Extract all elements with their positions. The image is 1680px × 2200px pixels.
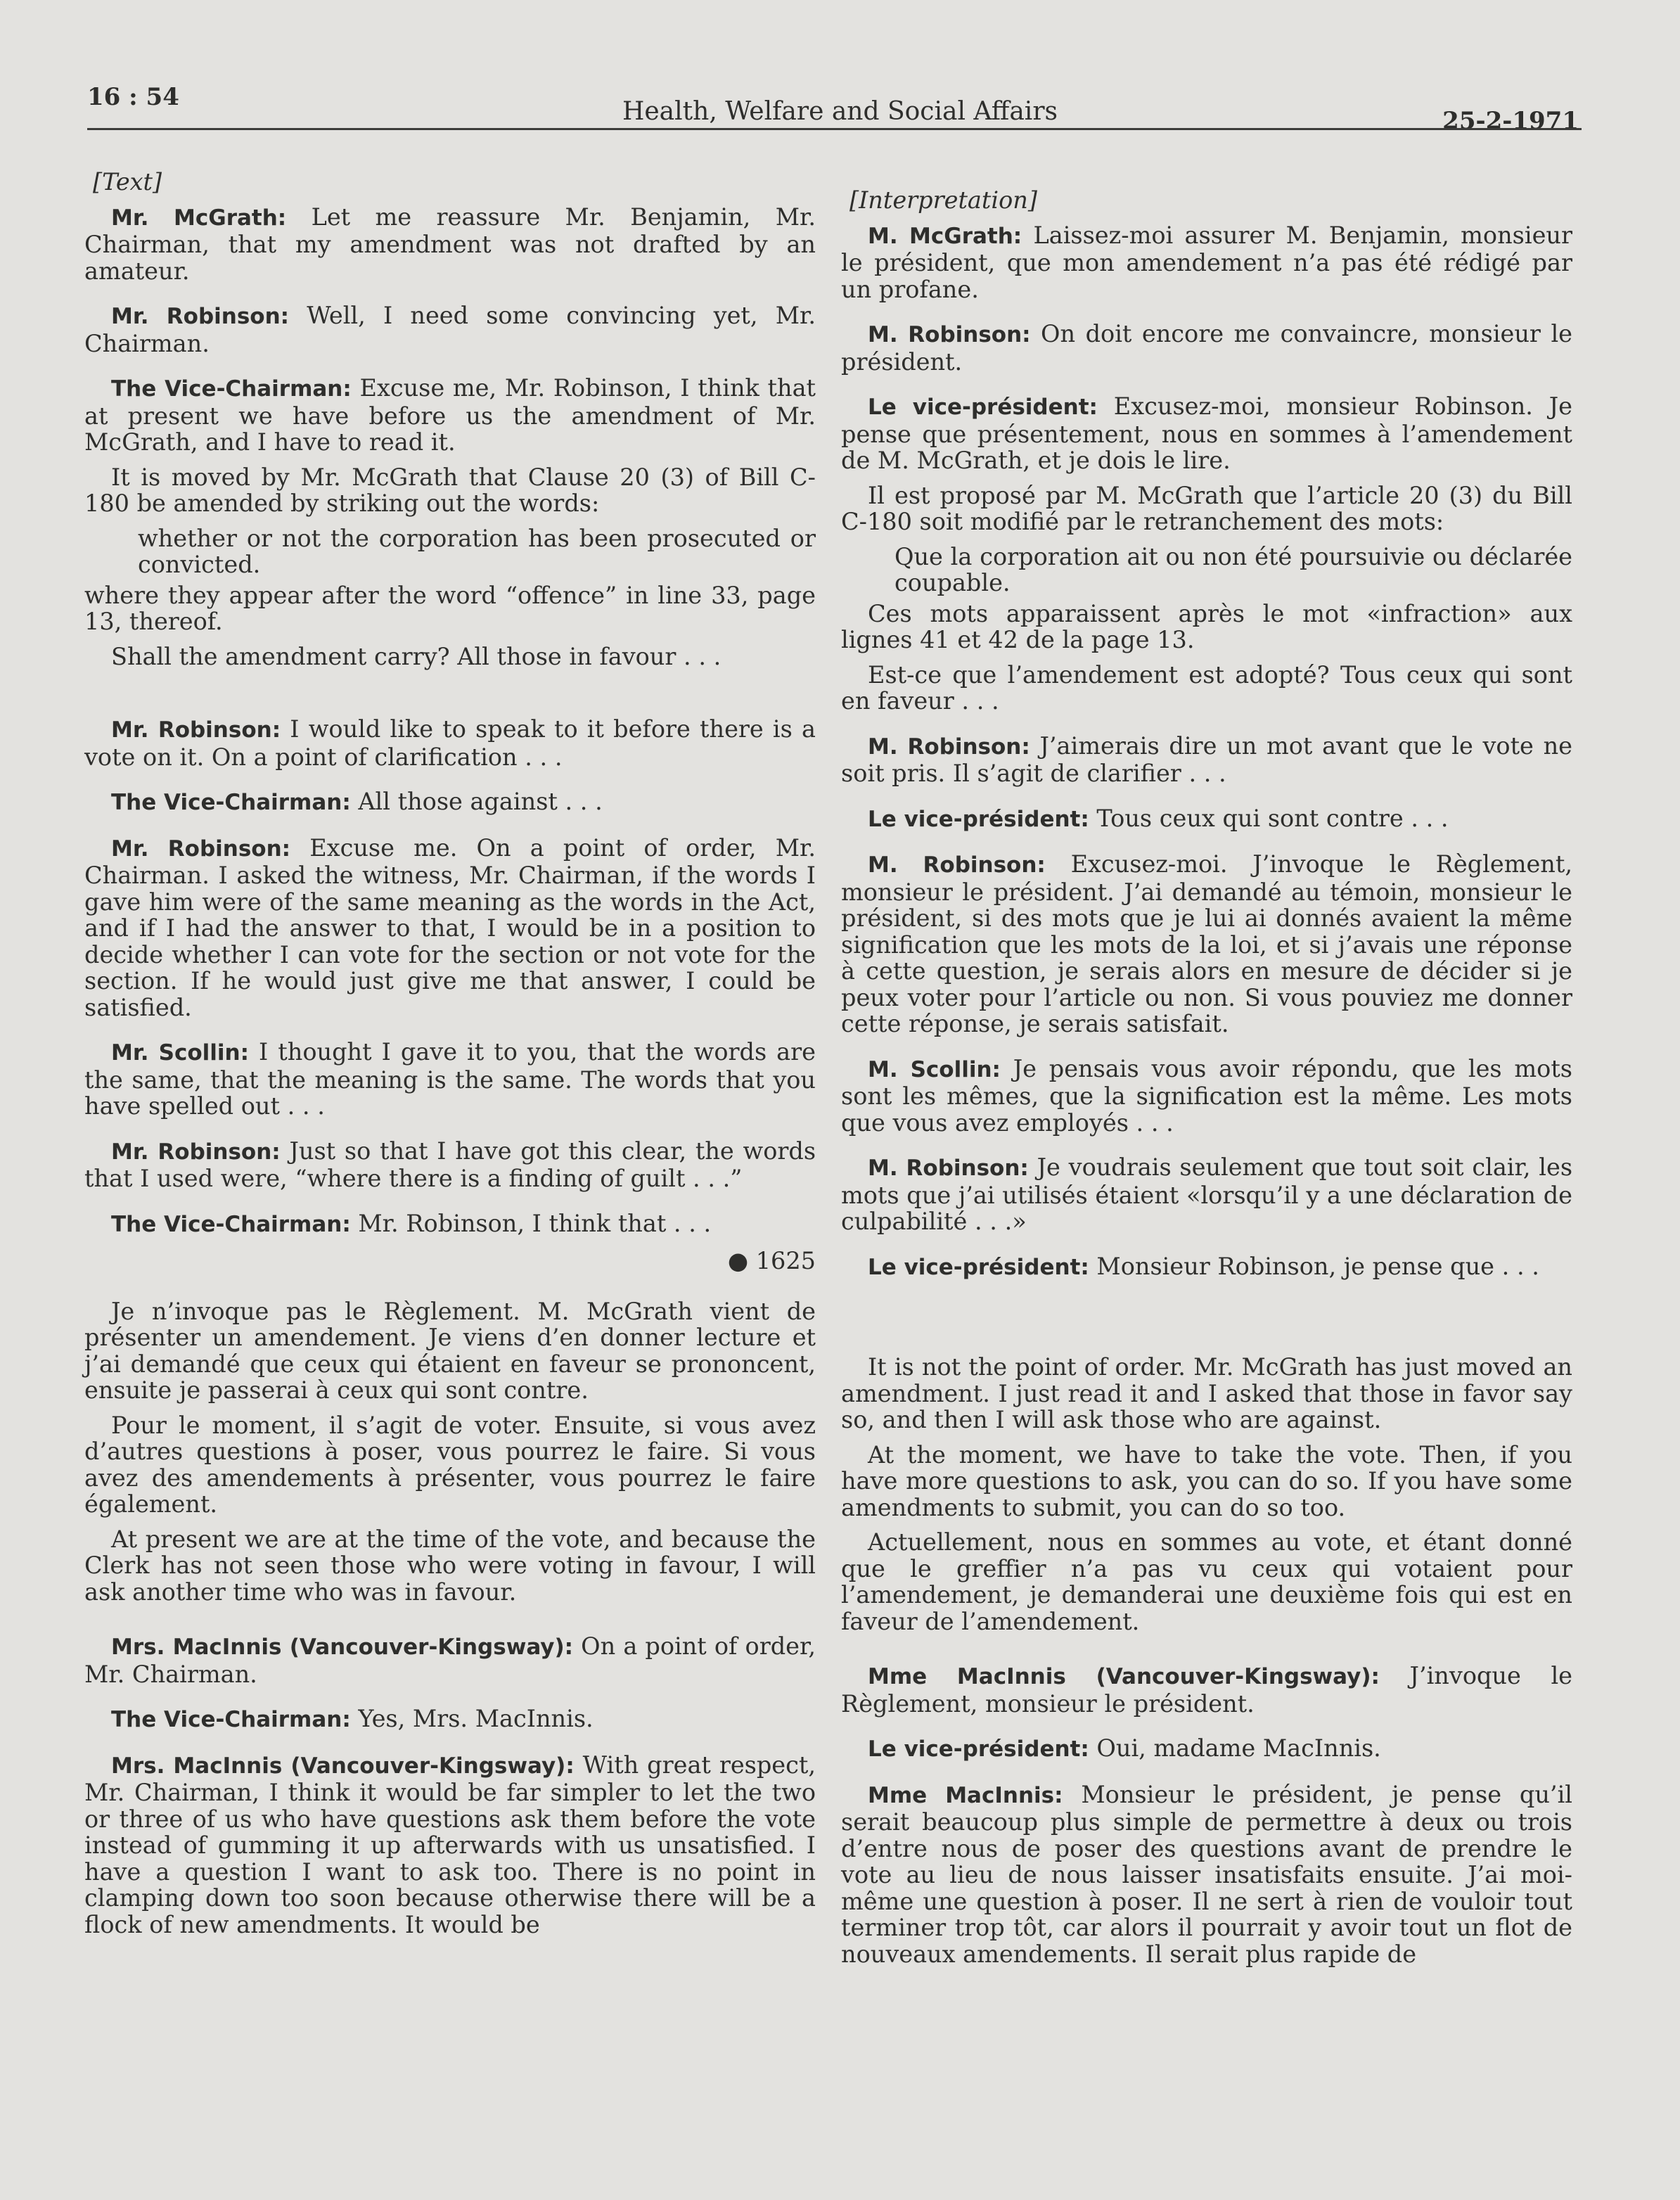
speech-text: Je pensais vous avoir répondu, que les mots sont les mêmes, que la signification est la même. Les mots que vous avez employés . . .	[841, 1054, 1572, 1137]
right-column	[841, 187, 1572, 1976]
speaker-name: M. McGrath:	[868, 223, 1022, 249]
paragraph	[84, 1210, 816, 1239]
speaker-name: Mr. Robinson:	[111, 1139, 281, 1165]
page-number: 16 : 54	[87, 83, 179, 111]
speech-text: Well, I need some convincing yet, Mr. Chairman.	[84, 302, 816, 357]
paragraph: Est-ce que l’amendement est adopté? Tous ceux qui sont en faveur . . .	[841, 660, 1572, 715]
paragraph	[84, 1633, 816, 1687]
speech-text: Excusez-moi, monsieur Robinson. Je pense que présentement, nous en sommes à l’amendement de M. McGrath, et je dois le lire.	[841, 392, 1572, 474]
speaker-name: The Vice-Chairman:	[111, 1707, 351, 1732]
speech-text: J’aimerais dire un mot avant que le vote ne soit pris. Il s’agit de clarifier . . .	[841, 731, 1572, 787]
speech-text: I thought I gave it to you, that the words are the same, that the meaning is the same. The words that you have spelled out . . .	[84, 1038, 816, 1120]
speech-text: Tous ceux qui sont contre . . .	[1089, 804, 1449, 832]
paragraph: It is moved by Mr. McGrath that Clause 20 (3) of Bill C-180 be amended by striking out the words:	[84, 463, 816, 517]
paragraph: Je n’invoque pas le Règlement. M. McGrath vient de présenter un amendement. Je viens d’en donner lecture et j’ai demandé que ceux qui étaient en faveur se prononcent, ensuite je passerai à ceux qui sont contre.	[84, 1297, 816, 1404]
section-label: [Text]	[93, 168, 162, 196]
paragraph	[841, 1056, 1572, 1137]
quoted-text: whether or not the corporation has been prosecuted or convicted.	[138, 524, 816, 578]
speaker-name: Mme MacInnis (Vancouver-Kingsway):	[868, 1664, 1380, 1689]
paragraph	[841, 805, 1572, 833]
speaker-name: Mr. Robinson:	[111, 836, 291, 862]
speaker-name: Mrs. MacInnis (Vancouver-Kingsway):	[111, 1635, 574, 1660]
section-label: [Interpretation]	[849, 186, 1037, 214]
speech-text: Let me reassure Mr. Benjamin, Mr. Chairman, that my amendment was not drafted by an amateur.	[84, 203, 816, 285]
speech-text: Laissez-moi assurer M. Benjamin, monsieur le président, que mon amendement n’a pas été rédigé par un profane.	[841, 221, 1572, 303]
paragraph	[84, 1039, 816, 1120]
paragraph: At the moment, we have to take the vote. Then, if you have more questions to ask, you can do so. If you have some amendments to submit, you can do so too.	[841, 1440, 1572, 1521]
paragraph	[841, 1154, 1572, 1235]
time-marker: ● 1625	[727, 1247, 816, 1274]
paragraph	[84, 1706, 816, 1734]
paragraph	[84, 716, 816, 770]
paragraph	[841, 222, 1572, 303]
speaker-name: Mr. McGrath:	[111, 205, 287, 231]
speech-text: Monsieur le président, je pense qu’il serait beaucoup plus simple de permettre à deux ou trois d’entre nous de poser des questions avant de prendre le vote au lieu de nous laisser insatisfaits ensuite. J’ai moi-même une question à poser. Il ne sert à rien de vouloir tout terminer trop tôt, car alors il pourrait y avoir tout un flot de nouveaux amendements. Il serait plus rapide de	[841, 1780, 1572, 1968]
speech-text: On doit encore me convaincre, monsieur le président.	[841, 320, 1572, 376]
paragraph	[84, 204, 816, 285]
paragraph	[841, 1663, 1572, 1717]
paragraph: It is not the point of order. Mr. McGrath has just moved an amendment. I just read it and I asked that those in favor say so, and then I will ask those who are against.	[841, 1353, 1572, 1433]
speaker-name: Mme MacInnis:	[868, 1782, 1063, 1808]
speaker-name: M. Robinson:	[868, 1156, 1029, 1181]
speaker-name: The Vice-Chairman:	[111, 790, 351, 815]
paragraph	[841, 321, 1572, 375]
speech-text: J’invoque le Règlement, monsieur le président.	[841, 1662, 1572, 1718]
speaker-name: Mr. Robinson:	[111, 304, 290, 329]
paragraph: Il est proposé par M. McGrath que l’article 20 (3) du Bill C-180 soit modifié par le retranchement des mots:	[841, 481, 1572, 535]
left-column	[84, 169, 816, 1946]
paragraph: Ces mots apparaissent après le mot «infraction» aux lignes 41 et 42 de la page 13.	[841, 599, 1572, 653]
speaker-name: Mrs. MacInnis (Vancouver-Kingsway):	[111, 1753, 575, 1779]
speaker-name: Le vice-président:	[868, 1254, 1089, 1280]
paragraph	[841, 1253, 1572, 1281]
speech-text: On a point of order, Mr. Chairman.	[84, 1632, 816, 1688]
speaker-name: M. Robinson:	[868, 322, 1031, 347]
speech-text: I would like to speak to it before there is a vote on it. On a point of clarification . . .	[84, 715, 816, 771]
speaker-name: Le vice-président:	[868, 395, 1098, 420]
speech-text: Excuse me, Mr. Robinson, I think that at present we have before us the amendment of Mr. McGrath, and I have to read it.	[84, 374, 816, 456]
speaker-name: Mr. Robinson:	[111, 717, 281, 743]
speaker-name: Mr. Scollin:	[111, 1040, 250, 1066]
speech-text: Oui, madame MacInnis.	[1089, 1734, 1381, 1762]
speaker-name: M. Robinson:	[868, 734, 1030, 760]
paragraph	[84, 1138, 816, 1192]
speaker-name: The Vice-Chairman:	[111, 376, 352, 402]
speaker-name: M. Scollin:	[868, 1056, 1001, 1082]
header-rule	[87, 128, 1582, 130]
paragraph	[841, 1782, 1572, 1968]
paragraph: Actuellement, nous en sommes au vote, et étant donné que le greffier n’a pas vu ceux qui votaient pour l’amendement, je demanderai une deuxième fois qui est en faveur de l’amendement.	[841, 1528, 1572, 1635]
paragraph	[84, 375, 816, 456]
paragraph	[841, 733, 1572, 787]
page-date: 25-2-1971	[1442, 107, 1579, 135]
speech-text: All those against . . .	[350, 788, 603, 815]
paragraph: where they appear after the word “offence” in line 33, page 13, thereof.	[84, 581, 816, 635]
speaker-name: Le vice-président:	[868, 1737, 1089, 1762]
paragraph	[84, 835, 816, 1021]
paragraph: Shall the amendment carry? All those in favour . . .	[111, 642, 722, 670]
paragraph	[841, 393, 1572, 474]
speech-text: Yes, Mrs. MacInnis.	[350, 1705, 594, 1732]
paragraph	[84, 1752, 816, 1938]
speech-text: Excuse me. On a point of order, Mr. Chairman. I asked the witness, Mr. Chairman, if the words I gave him were of the same meaning as the words in the Act, and if I had the answer to that, I would be in a position to decide whether I can vote for the section or not vote for the section. If he would just give me that answer, I could be satisfied.	[84, 833, 816, 1021]
speech-text: Just so that I have got this clear, the words that I used were, “where there is a finding of guilt . . .”	[84, 1137, 816, 1192]
running-title: Health, Welfare and Social Affairs	[622, 97, 1058, 126]
paragraph: At present we are at the time of the vote, and because the Clerk has not seen those who were voting in favour, I will ask another time who was in favour.	[84, 1525, 816, 1606]
paragraph	[84, 788, 816, 817]
speech-text: Je voudrais seulement que tout soit clair, les mots que j’ai utilisés étaient «lorsqu’il y a une déclaration de culpabilité . . .»	[841, 1153, 1573, 1235]
paragraph	[841, 1735, 1572, 1763]
speaker-name: The Vice-Chairman:	[111, 1211, 351, 1237]
speech-text: With great respect, Mr. Chairman, I think it would be far simpler to let the two or three of us who have questions ask them before the vote instead of gumming it up afterwards with us unsatisfied. I have a question I want to ask too. There is no point in clamping down too soon because otherwise there will be a flock of new amendments. It would be	[84, 1751, 816, 1938]
paragraph: Pour le moment, il s’agit de voter. Ensuite, si vous avez d’autres questions à poser, vous pourrez le faire. Si vous avez des amendements à présenter, vous pourrez le faire également.	[84, 1411, 816, 1518]
speech-text: Monsieur Robinson, je pense que . . .	[1089, 1252, 1539, 1280]
speech-text: Mr. Robinson, I think that . . .	[350, 1209, 712, 1237]
speech-text: Excusez-moi. J’invoque le Règlement, monsieur le président. J’ai demandé au témoin, monsieur le président, si des mots que je lui ai donnés avaient la même signification que les mots de la loi, et si j’avais une réponse à cette question, je serais alors en mesure de décider si je peux voter pour l’article ou non. Si vous pouviez me donner cette réponse, je serais satisfait.	[841, 850, 1572, 1037]
paragraph	[841, 851, 1572, 1037]
speaker-name: M. Robinson:	[868, 852, 1046, 878]
speaker-name: Le vice-président:	[868, 806, 1089, 832]
paragraph	[84, 302, 816, 357]
quoted-text: Que la corporation ait ou non été poursuivie ou déclarée coupable.	[894, 542, 1572, 596]
